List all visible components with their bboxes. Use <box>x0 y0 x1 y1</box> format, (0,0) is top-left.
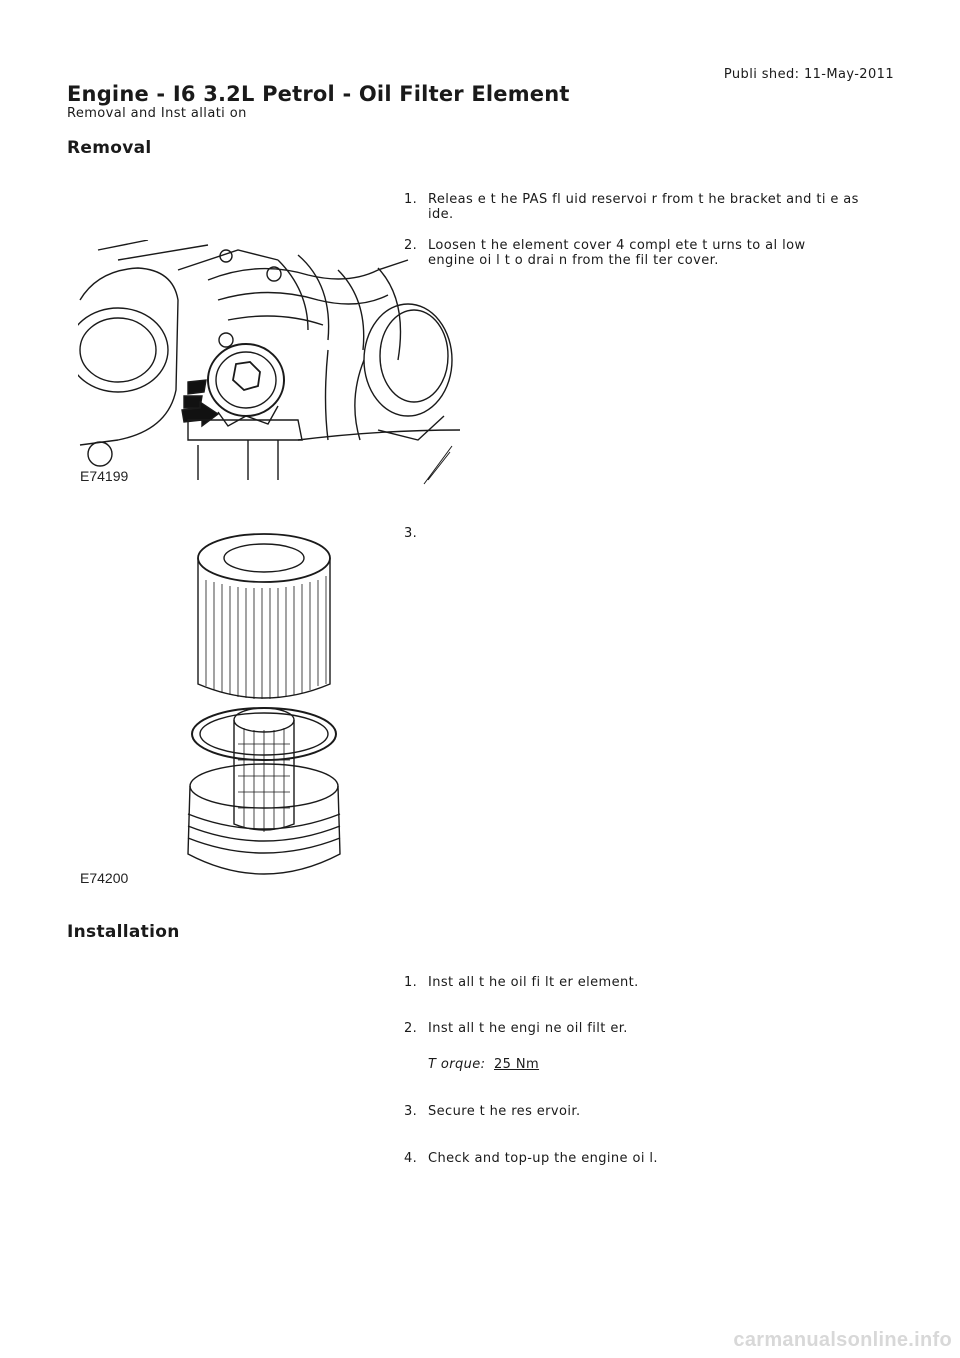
step-text: Loosen t he element cover 4 compl ete t urns to al low engine oi l t o drai n from the fil ter cover. <box>428 238 806 268</box>
step-text: Check and top-up the engine oi l. <box>428 1151 658 1166</box>
figure-e74200 <box>78 524 378 890</box>
step-number: 2. <box>404 238 418 253</box>
page-title: Engine - I6 3.2L Petrol - Oil Filter Element <box>67 82 570 106</box>
torque-spec <box>428 1057 539 1072</box>
removal-heading: Removal <box>67 138 152 158</box>
page-subtitle: Removal and Inst allati on <box>67 106 247 121</box>
step-number: 3. <box>404 526 418 541</box>
step-number: 1. <box>404 192 418 207</box>
removal-step-3 <box>404 526 864 541</box>
step-text: Secure t he res ervoir. <box>428 1104 581 1119</box>
installation-heading: Installation <box>67 922 180 942</box>
figure-e74199 <box>78 240 460 488</box>
installation-step-3 <box>404 1104 864 1119</box>
engine-oil-filter-cover-illustration-icon <box>78 240 460 488</box>
step-number: 2. <box>404 1021 418 1036</box>
removal-step-2 <box>404 238 854 268</box>
figure-label: E74199 <box>80 468 129 484</box>
step-number: 3. <box>404 1104 418 1119</box>
step-text: Inst all t he oil fi lt er element. <box>428 975 639 990</box>
installation-step-4 <box>404 1151 864 1166</box>
published-date: Publi shed: 11-May-2011 <box>723 67 894 82</box>
step-text: Releas e t he PAS fl uid reservoi r from t he bracket and ti e as ide. <box>428 192 859 222</box>
step-text <box>428 526 864 541</box>
step-text: Inst all t he engi ne oil filt er. <box>428 1021 628 1036</box>
installation-step-1 <box>404 975 864 990</box>
step-number: 1. <box>404 975 418 990</box>
oil-filter-element-exploded-illustration-icon <box>78 524 378 890</box>
removal-step-1 <box>404 192 864 222</box>
step-number: 4. <box>404 1151 418 1166</box>
watermark: carmanualsonline.info <box>733 1329 952 1351</box>
torque-label: T orque: <box>428 1057 486 1072</box>
torque-value-link[interactable]: 25 Nm <box>494 1057 540 1072</box>
figure-label: E74200 <box>80 870 129 886</box>
installation-step-2 <box>404 1021 864 1036</box>
